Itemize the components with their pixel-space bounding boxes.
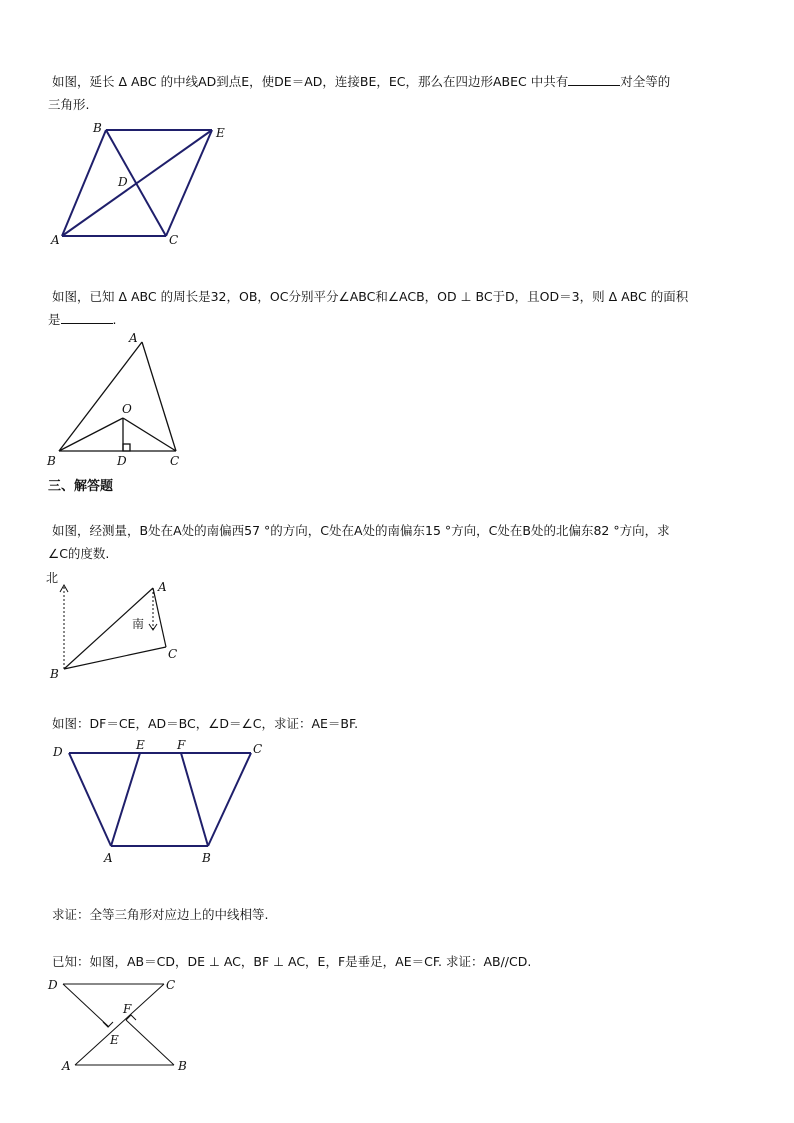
fig3-south-label: 南	[132, 617, 145, 631]
question-3-line-1: 如图，经测量，B处在A处的南偏西57 °的方向，C处在A处的南偏东15 °方向，C处在B处的北偏东82 °方向，求	[52, 523, 670, 538]
question-2-text-head: 是	[48, 312, 61, 327]
fig6-label-f: F	[123, 1002, 132, 1016]
fig4-label-c: C	[253, 742, 263, 756]
fig1-label-e: E	[216, 126, 225, 140]
fig6-label-a: A	[62, 1059, 71, 1073]
fig2-label-o: O	[122, 402, 132, 416]
question-2-line-1: 如图，已知 Δ ABC 的周长是32，OB，OC分别平分∠ABC和∠ACB，OD ⊥ BC于D，且OD＝3，则 Δ ABC 的面积	[52, 289, 689, 304]
question-3-line-2: ∠C的度数.	[48, 546, 110, 561]
fig4-label-b: B	[202, 851, 211, 865]
fig1-label-d: D	[118, 175, 128, 189]
fig3-label-b: B	[50, 667, 59, 681]
question-5-text: 求证：全等三角形对应边上的中线相等.	[52, 907, 269, 922]
question-6-text: 已知：如图，AB＝CD，DE ⊥ AC，BF ⊥ AC，E，F是垂足，AE＝CF. 求证：AB//CD.	[52, 954, 532, 969]
question-1-text: 如图，延长 Δ ABC 的中线AD到点E，使DE＝AD，连接BE，EC，那么在四边形ABEC 中共有	[52, 74, 569, 89]
fig2-label-a: A	[129, 331, 138, 345]
fig1-label-a: A	[51, 233, 60, 247]
fig6-label-e: E	[110, 1033, 119, 1047]
question-1-line-2: 三角形.	[48, 97, 90, 112]
fig3-north-label: 北	[46, 571, 59, 585]
fig4-label-e: E	[136, 738, 145, 752]
fig6-label-b: B	[178, 1059, 187, 1073]
fig6-label-c: C	[166, 978, 176, 992]
fig6-label-d: D	[48, 978, 58, 992]
fig2-label-c: C	[170, 454, 180, 468]
fig1-label-c: C	[169, 233, 179, 247]
question-4-text: 如图：DF＝CE，AD＝BC，∠D＝∠C，求证：AE＝BF.	[52, 716, 359, 731]
fig3-label-a: A	[158, 580, 167, 594]
fig2-label-d: D	[117, 454, 127, 468]
section-heading: 三、解答题	[48, 479, 114, 494]
question-2-text-tail: .	[112, 312, 117, 327]
fig4-label-a: A	[104, 851, 113, 865]
fig2-label-b: B	[47, 454, 56, 468]
fig4-label-f: F	[177, 738, 186, 752]
fig3-label-c: C	[168, 647, 178, 661]
fig1-label-b: B	[93, 121, 102, 135]
fig4-label-d: D	[53, 745, 63, 759]
question-1-text-tail: 对全等的	[620, 74, 671, 89]
